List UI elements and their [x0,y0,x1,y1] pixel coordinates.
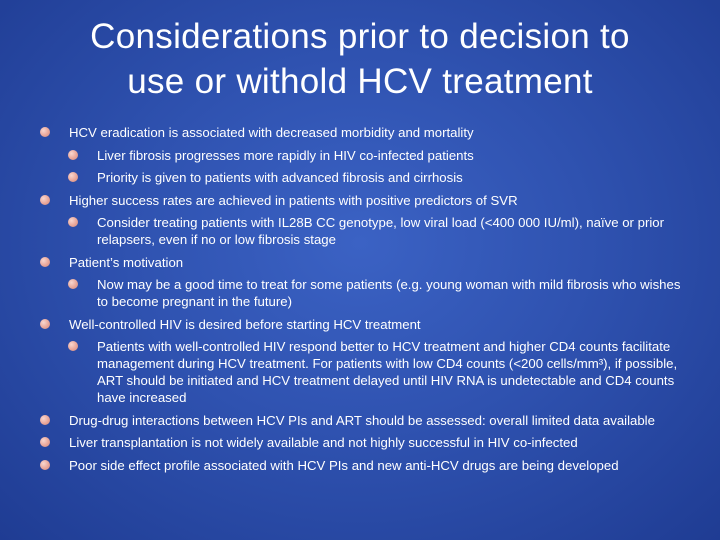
slide-title [40,14,680,104]
bullet-dot-icon [40,460,50,470]
bullet-item [0,254,720,271]
bullet-dot-icon [40,437,50,447]
sub-bullet-item [0,147,720,164]
bullet-item [0,434,720,451]
bullet-text: Higher success rates are achieved in patients with positive predictors of SVR [69,192,518,208]
bullet-dot-icon [68,341,78,351]
bullet-dot-icon [40,195,50,205]
bullet-text: Consider treating patients with IL28B CC genotype, low viral load (<400 000 IU/ml), naïve or prior relapsers, even if no or low fibrosis stage [97,215,664,247]
bullet-dot-icon [68,217,78,227]
bullet-item [0,192,720,209]
sub-bullet-item [0,338,720,406]
bullet-text: Liver transplantation is not widely available and not highly successful in HIV co-infected [69,435,578,450]
bullet-dot-icon [68,150,78,160]
slide-title-line-1: Considerations prior to decision to [90,17,630,56]
bullet-dot-icon [40,127,50,137]
bullet-text: Poor side effect profile associated with HCV PIs and new anti-HCV drugs are being developed [69,457,619,473]
sub-bullet-item [0,169,720,186]
bullet-dot-icon [68,279,78,289]
bullet-dot-icon [40,319,50,329]
bullet-dot-icon [40,415,50,425]
bullet-text: Priority is given to patients with advanced fibrosis and cirrhosis [97,170,463,185]
bullet-text: HCV eradication is associated with decreased morbidity and mortality [69,125,474,140]
bullet-list [0,124,720,479]
sub-bullet-item [0,214,720,248]
bullet-dot-icon [68,172,78,182]
slide-title-line-2: use or withold HCV treatment [127,62,593,101]
bullet-item [0,457,720,474]
bullet-text: Patients with well-controlled HIV respond better to HCV treatment and higher CD4 counts facilitate management during HCV treatment. For patients with low CD4 counts (<200 cells/mm³), if possible, ART should be initiated and HCV treatment delayed until HIV RNA is undetectable and CD4 counts have increased [97,339,678,405]
bullet-text: Well-controlled HIV is desired before starting HCV treatment [69,316,421,332]
sub-bullet-item [0,276,720,310]
bullet-item [0,412,720,429]
bullet-dot-icon [40,257,50,267]
bullet-text: Drug-drug interactions between HCV PIs and ART should be assessed: overall limited data available [69,412,655,428]
bullet-text: Patient’s motivation [69,254,184,270]
bullet-item [0,124,720,141]
bullet-text: Liver fibrosis progresses more rapidly in HIV co-infected patients [97,147,474,163]
bullet-text: Now may be a good time to treat for some patients (e.g. young woman with mild fibrosis who wishes to become pregnant in the future) [97,277,681,309]
bullet-item [0,316,720,333]
